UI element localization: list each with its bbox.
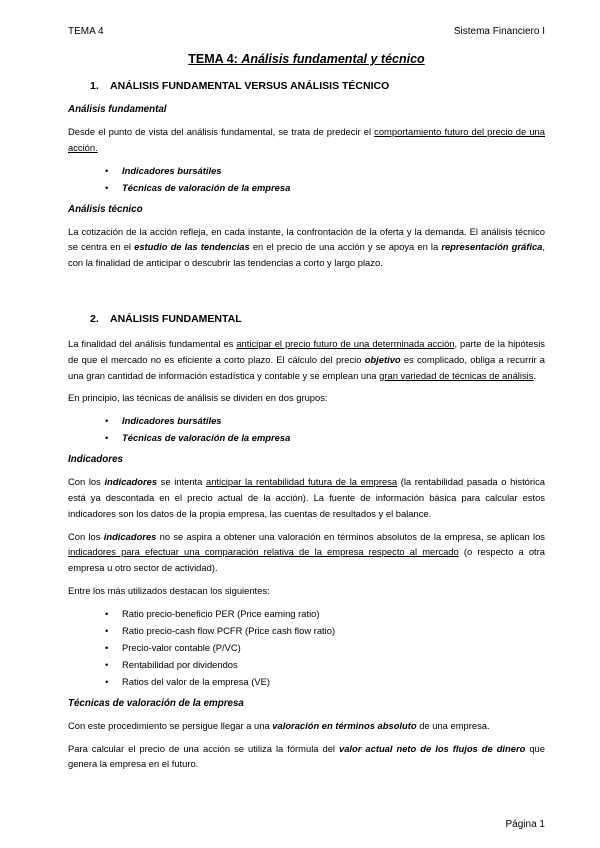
bullet-text — [122, 430, 290, 446]
text-run: La cotización de la acción refleja, en cada instante, la confrontación de la oferta y la demanda. El análisis técnico se centra en el — [68, 225, 545, 253]
page-header — [68, 25, 545, 38]
subheading — [68, 103, 545, 117]
text-run: TEMA 4: — [188, 52, 242, 66]
bullet-text — [122, 657, 238, 673]
text-run: indicadores — [104, 476, 158, 488]
text-run: Desde el punto de vista del análisis fundamental, se trata de predecir el — [68, 126, 375, 137]
bullet-icon: • — [105, 607, 109, 619]
text-run: es complicado, obliga a recurrir a una gran cantidad de información estadística y contable y se emplean una — [68, 353, 545, 381]
document-body — [68, 79, 545, 772]
spacer — [68, 278, 545, 308]
text-run: anticipar el precio futuro de una determinada acción — [236, 337, 455, 349]
text-run: La finalidad del análisis fundamental es — [68, 337, 237, 349]
text-run: , parte de la hipótesis de que el mercado no es eficiente a corto plazo. El cálculo del precio — [68, 337, 545, 365]
text-run: comportamiento futuro del precio de una acción. — [68, 126, 545, 153]
text-run: ANÁLISIS FUNDAMENTAL — [110, 312, 242, 325]
paragraph — [68, 529, 545, 576]
text-run: Rentabilidad por dividendos — [122, 658, 238, 670]
bullet-item — [68, 674, 545, 690]
bullet-text — [122, 180, 290, 196]
bullet-item — [68, 163, 545, 179]
text-run: Entre los más utilizados destacan los siguientes: — [68, 584, 270, 596]
bullet-icon: • — [105, 164, 109, 176]
page-footer — [506, 819, 545, 830]
text-run: valoración en términos absoluto — [272, 719, 417, 731]
text-run: Con los — [68, 476, 105, 488]
text-run: Ratio precio-cash flow PCFR (Price cash flow ratio) — [122, 624, 336, 636]
bullet-item — [68, 413, 545, 429]
section-number: 2. — [90, 312, 99, 325]
bullet-item — [68, 657, 545, 673]
text-run: Técnicas de valoración de la empresa — [122, 181, 291, 193]
bullet-icon: • — [105, 432, 109, 444]
bullet-item — [68, 430, 545, 446]
text-run: que genera la empresa en el futuro. — [68, 742, 545, 770]
text-run: Ratio precio-beneficio PER (Price earning ratio) — [122, 607, 320, 619]
subheading — [68, 453, 545, 467]
text-run: estudio de las tendencias — [134, 241, 250, 253]
text-run: de una empresa. — [416, 719, 490, 731]
text-run: valor actual neto de los flujos de dinero — [339, 742, 526, 754]
section-heading — [68, 79, 545, 93]
paragraph — [68, 390, 545, 406]
section-number: 1. — [90, 80, 99, 92]
page-number: Página 1 — [505, 819, 545, 830]
bullet-text — [122, 163, 222, 179]
text-run: anticipar la rentabilidad futura de la empresa — [205, 476, 398, 488]
paragraph — [68, 583, 545, 599]
text-run: Con este procedimiento se persigue llegar a una — [68, 719, 273, 731]
text-run: no se aspira a obtener una valoración en términos absolutos de la empresa, se aplican los — [156, 530, 545, 542]
bullet-list — [68, 606, 545, 690]
text-run: Análisis fundamental — [68, 104, 167, 115]
paragraph — [68, 124, 545, 156]
bullet-list — [68, 163, 545, 196]
text-run: Con los — [68, 530, 104, 542]
bullet-item — [68, 606, 545, 622]
bullet-text — [122, 640, 241, 656]
bullet-list — [68, 413, 545, 446]
paragraph — [68, 718, 545, 734]
text-run: Análisis fundamental y técnico — [241, 52, 425, 66]
paragraph — [68, 741, 545, 773]
bullet-item — [68, 623, 545, 639]
text-run: se intenta — [157, 476, 206, 488]
text-run: Técnicas de valoración de la empresa — [68, 697, 244, 709]
header-right-text: Sistema Financiero I — [453, 26, 545, 37]
text-run: ANÁLISIS FUNDAMENTAL VERSUS ANÁLISIS TÉCNICO — [110, 80, 390, 92]
text-run: . — [533, 369, 537, 381]
text-run: (la rentabilidad pasada o histórica está ya descontada en el precio actual de la acción). La fuente de información básica para calcular estos indicadores son los datos de la propia empresa, las cuentas de resultados y el balance. — [68, 476, 545, 519]
bullet-icon: • — [105, 675, 109, 687]
paragraph — [68, 474, 545, 521]
paragraph — [68, 336, 545, 383]
bullet-item — [68, 180, 545, 196]
document-title — [68, 51, 545, 68]
bullet-icon: • — [105, 181, 109, 193]
text-run: Indicadores bursátiles — [122, 415, 222, 427]
text-run: indicadores — [103, 530, 157, 542]
text-run: En principio, las técnicas de análisis se dividen en dos grupos: — [68, 392, 328, 404]
header-left-text: TEMA 4 — [68, 26, 104, 37]
bullet-icon: • — [105, 415, 109, 427]
text-run: en el precio de una acción y se apoya en la — [249, 241, 442, 253]
subheading — [68, 203, 545, 217]
text-run: (o respecto a otra empresa u otro sector de actividad). — [68, 546, 545, 574]
section-heading-text — [110, 312, 242, 326]
text-run: objetivo — [364, 353, 401, 365]
bullet-icon: • — [105, 624, 109, 636]
section-heading-text — [110, 79, 389, 93]
text-run: , con la finalidad de anticipar o descubrir las tendencias a corto y largo plazo. — [68, 241, 545, 269]
text-run: Indicadores bursátiles — [122, 164, 222, 176]
section-heading — [68, 312, 545, 326]
text-run: Ratios del valor de la empresa (VE) — [122, 675, 270, 687]
bullet-text — [122, 623, 335, 639]
text-run: Técnicas de valoración de la empresa — [122, 432, 291, 444]
text-run: Indicadores — [68, 454, 123, 466]
subheading — [68, 697, 545, 711]
text-run: Análisis técnico — [68, 203, 143, 215]
text-run: Para calcular el precio de una acción se utiliza la fórmula del — [68, 742, 339, 754]
bullet-text — [122, 606, 319, 622]
bullet-text — [122, 413, 222, 429]
text-run: indicadores para efectuar una comparación relativa de la empresa respecto al mercado — [68, 546, 459, 558]
bullet-item — [68, 640, 545, 656]
paragraph — [68, 224, 545, 271]
bullet-icon: • — [105, 658, 109, 670]
text-run: representación gráfica — [441, 241, 543, 253]
bullet-text — [122, 674, 270, 690]
text-run: gran variedad de técnicas de análisis — [379, 369, 534, 381]
bullet-icon: • — [105, 641, 109, 653]
text-run: Precio-valor contable (P/VC) — [122, 641, 241, 653]
